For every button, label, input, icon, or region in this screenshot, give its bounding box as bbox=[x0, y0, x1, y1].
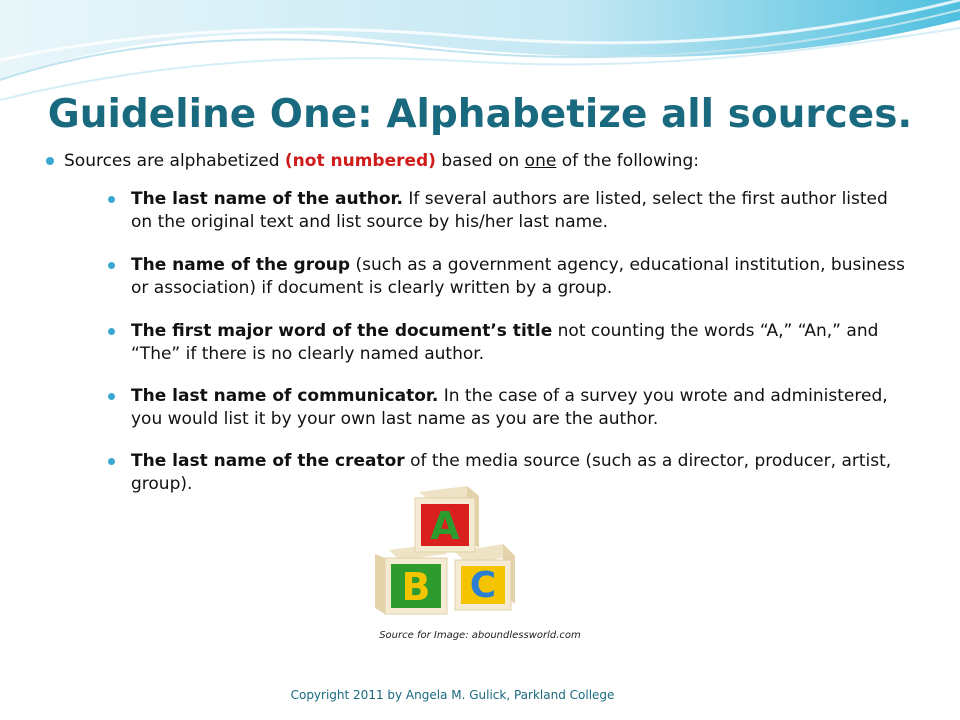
sub-bullet-text: If several authors are listed, select the first author listed on the original text and list source by his/her last name. bbox=[131, 189, 888, 232]
sub-bullet-group bbox=[131, 254, 911, 300]
sub-bullet-bold: The last name of communicator. bbox=[131, 386, 439, 406]
main-bullet-text-2: based on bbox=[435, 151, 525, 171]
main-bullet-text-1: Sources are alphabetized bbox=[64, 151, 285, 171]
bullet-dot-icon bbox=[108, 196, 115, 203]
sub-bullet-text: of the media source (such as a director, producer, artist, group). bbox=[131, 451, 892, 494]
sub-bullet-bold: The first major word of the document’s title bbox=[131, 321, 553, 341]
main-bullet-highlight: (not numbered) bbox=[284, 151, 436, 171]
sub-bullet-text: In the case of a survey you wrote and administered, you would list it by your own last name as you are the author. bbox=[131, 386, 888, 429]
bullet-dot-icon bbox=[108, 262, 115, 269]
svg-text:A: A bbox=[430, 504, 460, 548]
svg-text:B: B bbox=[401, 565, 431, 609]
sub-bullet-title-word bbox=[131, 320, 911, 366]
main-bullet-text-3: of the following: bbox=[556, 151, 699, 171]
block-b bbox=[375, 544, 447, 614]
copyright-footer: Copyright 2011 by Angela M. Gulick, Parkland College bbox=[290, 688, 615, 702]
block-c bbox=[455, 544, 515, 610]
svg-text:C: C bbox=[469, 565, 497, 606]
sub-bullet-text: (such as a government agency, educational institution, business or association) if document is clearly written by a group. bbox=[131, 255, 905, 298]
sub-bullet-bold: The last name of the creator bbox=[131, 451, 405, 471]
bullet-dot-icon bbox=[108, 458, 115, 465]
block-a bbox=[415, 486, 479, 552]
image-source-caption: Source for Image: aboundlessworld.com bbox=[379, 630, 581, 641]
bullet-dot-icon bbox=[108, 393, 115, 400]
sub-bullet-author bbox=[131, 188, 911, 234]
bullet-dot-icon bbox=[46, 157, 54, 165]
sub-bullet-bold: The name of the group bbox=[131, 255, 351, 275]
main-bullet-underlined: one bbox=[524, 151, 557, 171]
abc-blocks-image bbox=[375, 484, 523, 624]
main-bullet bbox=[64, 150, 924, 172]
sub-bullet-bold: The last name of the author. bbox=[131, 189, 403, 209]
bullet-dot-icon bbox=[108, 328, 115, 335]
sub-bullet-text: not counting the words “A,” “An,” and “The” if there is no clearly named author. bbox=[131, 321, 879, 364]
slide-title: Guideline One: Alphabetize all sources. bbox=[47, 92, 913, 137]
sub-bullet-communicator bbox=[131, 385, 911, 431]
